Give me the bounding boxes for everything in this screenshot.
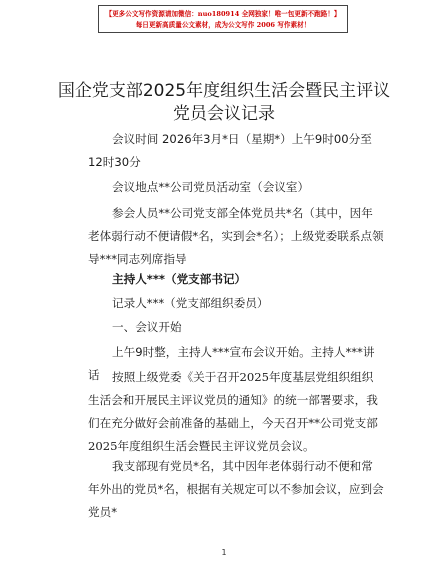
promo-banner (98, 5, 348, 33)
notice-paragraph: 按照上级党委《关于召开2025年度基层党组织组织生活会和开展民主评议党员的通知》的统一部署要求，我们在充分做好会前准备的基础上，今天召开**公司党支部2025年度组织生活会暨民主评议党员会议。 (88, 370, 378, 453)
meeting-time: 会议时间 2026年3月*日（星期*）上午9时00分至12时30分 (88, 132, 372, 169)
members-paragraph: 我支部现有党员*名，其中因年老体弱行动不便和常年外出的党员*名，根据有关规定可以不参加会议，应到会党员* (88, 459, 384, 519)
meeting-place: 会议地点**公司党员活动室（会议室） (112, 180, 310, 194)
opening-paragraph: 上午9时整，主持人***宣布会议开始。主持人***讲话 (88, 345, 375, 382)
meeting-attendees: 参会人员**公司党支部全体党员共*名（其中，因年老体弱行动不便请假*名，实到会*名）；上级党委联系点领导***同志列席指导 (88, 206, 384, 266)
banner-line-1: 【更多公文写作资源请加微信：nuo180914 全网独家！唯一包更新不跑路！】 (105, 10, 341, 18)
section-heading-1: 一、会议开始 (112, 320, 182, 334)
page-number: 1 (221, 548, 227, 557)
banner-line-2: 每日更新高质量公文素材，成为公文写作 2006 写作素材！ (135, 21, 311, 29)
meeting-host: 主持人***（党支部书记） (112, 272, 247, 286)
meeting-recorder: 记录人***（党支部组织委员） (112, 296, 269, 310)
document-title: 国企党支部2025年度组织生活会暨民主评议党员会议记录 (57, 81, 391, 124)
